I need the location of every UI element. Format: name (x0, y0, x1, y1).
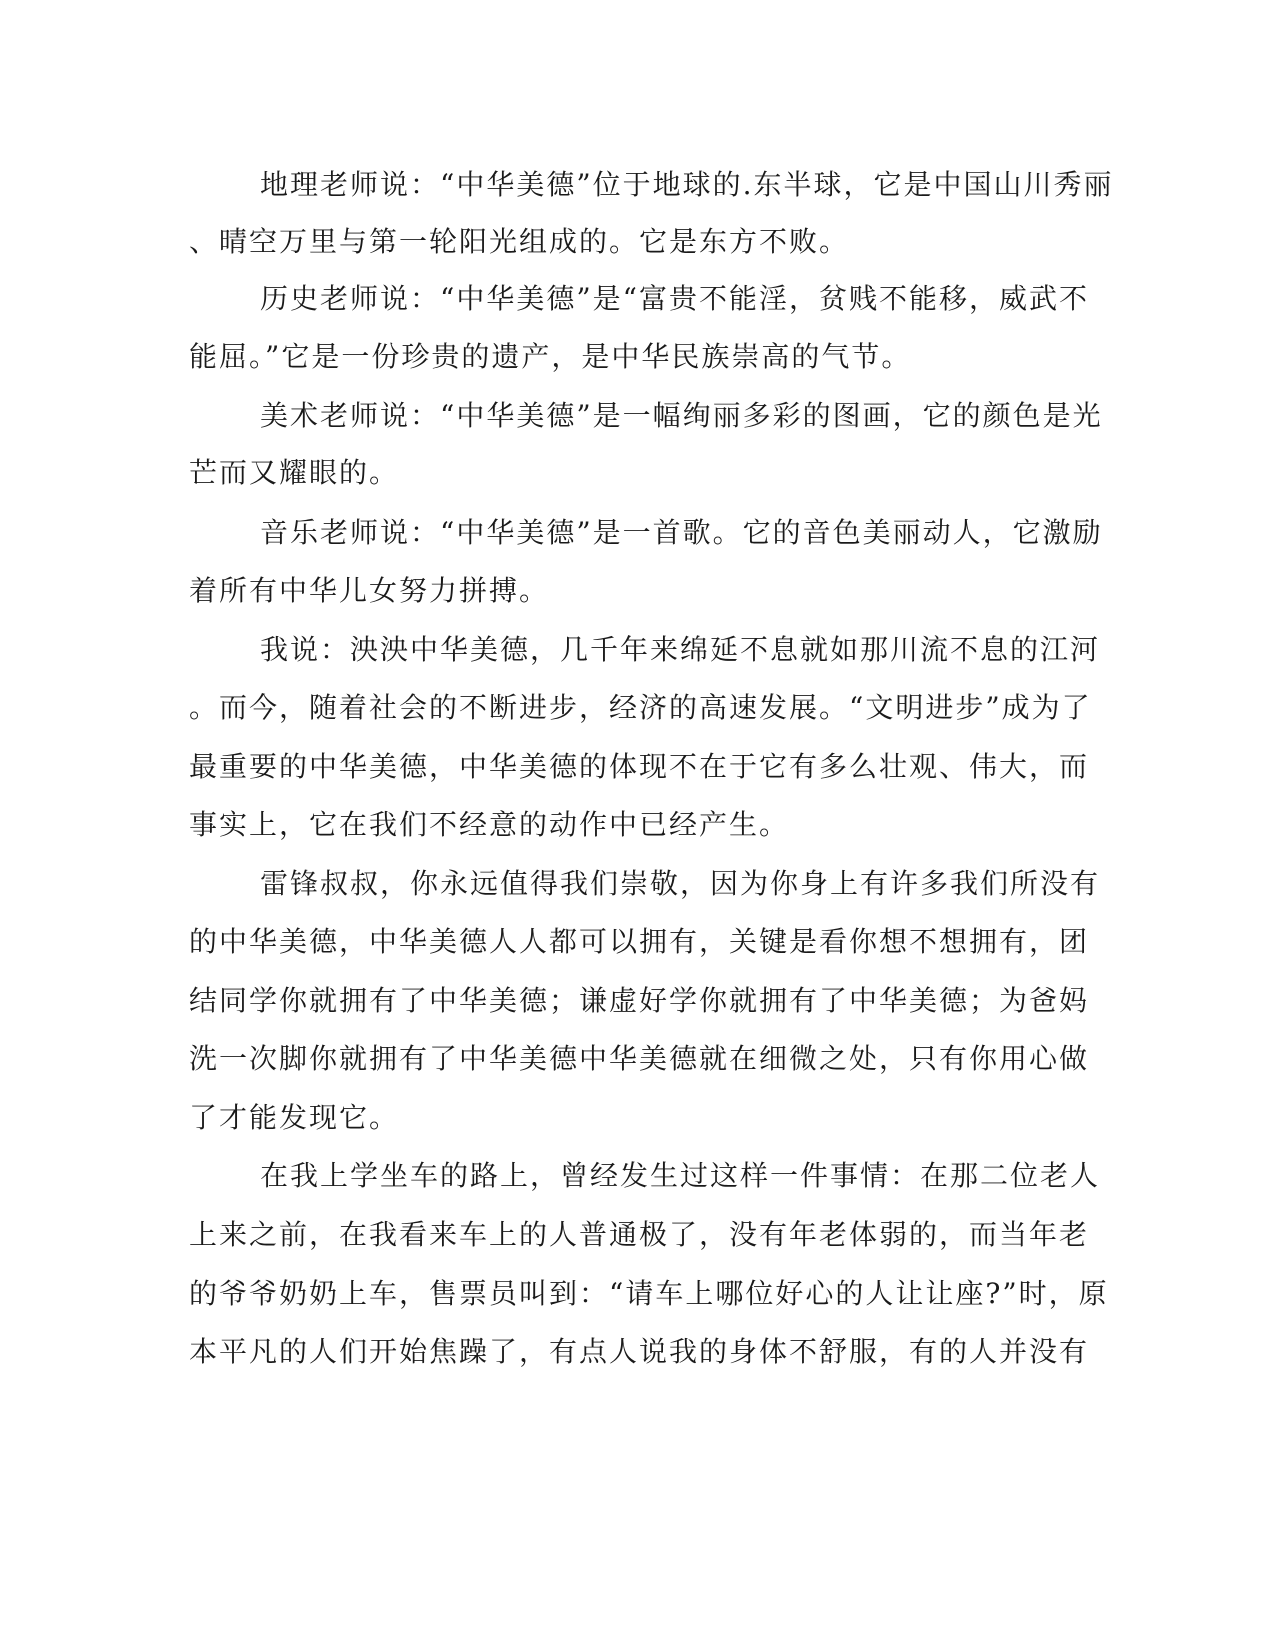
text-line: 雷锋叔叔，你永远值得我们崇敬，因为你身上有许多我们所没有 (260, 867, 1101, 900)
text-line: 结同学你就拥有了中华美德；谦虚好学你就拥有了中华美德；为爸妈 (189, 984, 1090, 1017)
text-line: 事实上，它在我们不经意的动作中已经产生。 (189, 808, 790, 841)
text-line: 我说：泱泱中华美德，几千年来绵延不息就如那川流不息的江河 (260, 633, 1101, 666)
text-line: 的中华美德，中华美德人人都可以拥有，关键是看你想不想拥有，团 (189, 925, 1090, 958)
text-line: 着所有中华儿女努力拼搏。 (189, 574, 550, 607)
text-line: 洗一次脚你就拥有了中华美德中华美德就在细微之处，只有你用心做 (189, 1042, 1090, 1075)
text-line: 音乐老师说：“中华美德”是一首歌。它的音色美丽动人，它激励 (260, 516, 1103, 549)
text-line: 、晴空万里与第一轮阳光组成的。它是东方不败。 (189, 225, 850, 258)
text-line: 地理老师说：“中华美德”位于地球的.东半球，它是中国山川秀丽 (260, 168, 1114, 201)
text-line: 历史老师说：“中华美德”是“富贵不能淫，贫贱不能移，威武不 (260, 282, 1089, 315)
text-line: 了才能发现它。 (189, 1101, 400, 1134)
text-line: 最重要的中华美德，中华美德的体现不在于它有多么壮观、伟大，而 (189, 750, 1090, 783)
text-line: 芒而又耀眼的。 (189, 456, 400, 489)
text-line: 。而今，随着社会的不断进步，经济的高速发展。“文明进步”成为了 (189, 691, 1092, 724)
text-line: 本平凡的人们开始焦躁了，有点人说我的身体不舒服，有的人并没有 (189, 1335, 1090, 1368)
text-line: 的爷爷奶奶上车，售票员叫到：“请车上哪位好心的人让让座?”时，原 (189, 1277, 1109, 1310)
text-line: 美术老师说：“中华美德”是一幅绚丽多彩的图画，它的颜色是光 (260, 399, 1103, 432)
text-line: 在我上学坐车的路上，曾经发生过这样一件事情：在那二位老人 (260, 1159, 1101, 1192)
text-line: 能屈。”它是一份珍贵的遗产，是中华民族崇高的气节。 (189, 340, 912, 373)
text-line: 上来之前，在我看来车上的人普通极了，没有年老体弱的，而当年老 (189, 1218, 1090, 1251)
